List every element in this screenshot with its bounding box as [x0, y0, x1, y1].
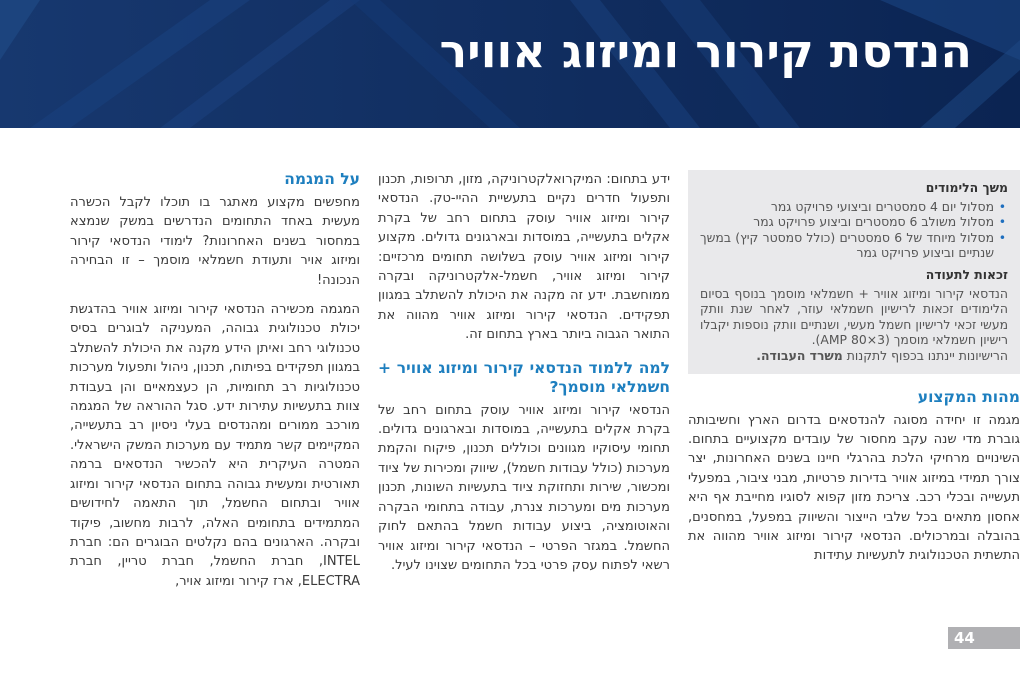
field-intro-text: ידע בתחום: המיקרואלקטרוניקה, מזון, תרופות, תכנון ותפעול חדרים נקיים בתעשיית ההיי-טק. הנדסאי קירור ומיזוג אוויר עוסק בתחום רחב של בקרת אקלים בתעשייה, במוסדות ובארגונים גדולים. מקצוע קירור ומיזוג אוויר עוסק בשלושה תחומים מרכזיים: קירור ומיזוג אוויר, חשמל-אלקטרוניקה ובקרה ממוחשבת. ידע זה מקנה את היכולת להשתלב במגוון תפקידים. הנדסאי קירור ומיזוג אוויר מהווה את התואר הגבוה ביותר בארץ בתחום זה. — [378, 172, 670, 343]
list-item: • מסלול משולב 6 סמסטרים וביצוע פרויקט גמר — [700, 214, 994, 230]
page-number: 44 — [948, 627, 1020, 649]
licensing-text: הרישיונות יינתנו בכפוף לתקנות — [846, 347, 1008, 363]
study-track-list — [700, 199, 1008, 261]
certificate-text: הנדסאי קירור ומיזוג אוויר + חשמלאי מוסמך בנוסף בסיום הלימודים זכאות לרישיון חשמלאי עוזר, לאחר שנת וותק מעשי זכאי לרישיון חשמל מעשי, ושנתיים וותק נוספות יקבלו רישיון חשמלאי מוסמך (AMP 80×3). — [700, 285, 1008, 348]
why-study-title: למה ללמוד הנדסאי קירור ומיזוג אוויר + חשמלאי מוסמך? — [378, 358, 670, 396]
study-duration-title: משך הלימודים — [925, 180, 1008, 195]
licensing-authority: משרד העבודה. — [756, 347, 843, 363]
info-box — [688, 170, 1020, 374]
list-item: • מסלול יום 4 סמסטרים וביצועי פרויקט גמר — [700, 199, 994, 215]
licensing-note — [700, 348, 1008, 364]
page-title: הנדסת קירור ומיזוג אוויר — [439, 24, 972, 78]
about-title: על המגמה — [284, 170, 360, 188]
about-paragraph-2: המגמה מכשירה הנדסאי קירור ומיזוג אוויר בהדגשת יכולת טכנולוגית גבוהה, המעניקה לבוגרים בסיס טכנולוגי רחב ואיתן הידע מקנה את היכולת להשתלב במגוון תפקידים בפיתוח, תכנון, ניהול ותפעול מערכות טכנולוגיות רב תחומיות, הן כעצמאיים והן בעבודת צוות בתעשיות עתירות ידע. סגל ההוראה של המגמה מורכב ממורים ומהנדסים בעלי ניסיון רב בתעשייה, המקיימים קשר מתמיד עם מערכות המשק הישראלי. המטרה העיקרית היא להכשיר הנדסאים ברמה תאורטית ומעשית גבוהה בתחום הנדסאי קירור ומיזוג אוויר ובתחום החשמל, תוך התאמה לחידושים המתמידים בתחומים האלה, לרבות מחשוב, פיקוד ובקרה. הארגונים בהם נקלטים הבוגרים הם: חברת INTEL, חברת החשמל, חברת טריין, חברת ELECTRA, ארז קירור ומיזוג אויר, — [70, 302, 360, 589]
certificate-title: זכאות לתעודה — [925, 266, 1008, 282]
left-column — [70, 170, 360, 601]
certificate-section — [700, 267, 1008, 364]
about-paragraph-1: מחפשים מקצוע מאתגר בו תוכלו לקבל הכשרה מעשית באחד התחומים הנדרשים במשק שנמצא במחסור בשנים האחרונות? לימודי הנדסאי קירור ומיזוג אויר ותעודת חשמלאי מוסמך – זו הבחירה הנכונה! — [70, 195, 360, 288]
profession-title: מהות המקצוע — [917, 387, 1020, 406]
middle-column — [378, 170, 670, 585]
header-banner — [0, 0, 1020, 128]
why-study-text: הנדסאי קירור ומיזוג אוויר עוסק בתחום רחב של בקרת אקלים בתעשייה, במוסדות ובארגונים גדולים. תחומי עיסוקיו מגוונים וכוללים תכנון, פיקוח והקמת מערכות (כולל עבודות חשמל), שיווק ומכירות של ציוד ומכשור, שירות ותחזוקת ציוד בתעשיות השונות, תכנון מערכות מים ומערכות צנרת, עבודה בתחומי הבקרה והאוטומציה, ביצוע עבודות חשמל בהתאם לחוק החשמל. במגזר הפרטי – הנדסאי קירור ומיזוג אוויר רשאי לפתוח עסק פרטי בכל התחומים שצוינו לעיל. — [378, 402, 670, 573]
right-column — [688, 170, 1020, 576]
list-item: • מסלול מיוחד של 6 סמסטרים (כולל סמסטר קיץ) במשך שנתיים וביצוע פרויקט גמר — [700, 230, 994, 261]
profession-text: מגמה זו יחידה מסוגה להנדסאים בדרום הארץ וחשיבותה גוברת מדי שנה עקב מחסור של עובדים מקצועיים בתחום. השינויים מרחיקי הלכת בהרגלי חיינו בשנים האחרונות, יצר צורך תמידי במיזוג אוויר בדירות פרטיות, מבני ציבור, במפעלי תעשייה ובכלי רכב. צריכת מזון קפוא לסוגיו מחייבת אף היא אחסון מתאים בכל שלבי הייצור והשיווק במפעל, במחסנים, בהובלה ובמרכולים. הנדסאי קירור ומיזוג אוויר מהווה את התשתית הטכנולוגית לתעשיות עתידות — [688, 412, 1020, 564]
